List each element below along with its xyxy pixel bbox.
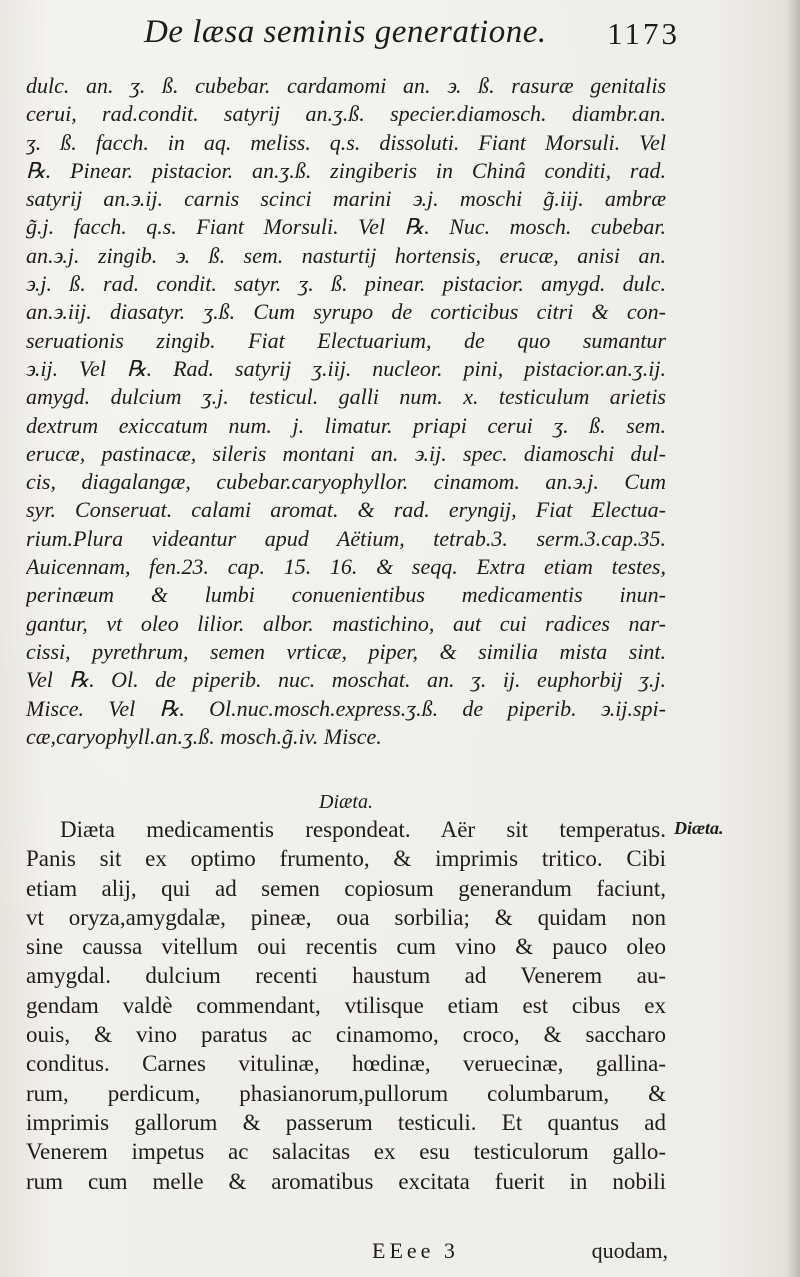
text-line: rum, perdicum, phasianorum,pullorum columbarum, &: [26, 1080, 666, 1106]
text-line: dextrum exiccatum num. j. limatur. priapi cerui ʒ. ß. sem.: [26, 412, 666, 438]
text-line: Diæta medicamentis respondeat. Aër sit temperatus.: [60, 817, 666, 842]
text-line: cæ,caryophyll.an.ʒ.ß. mosch.g̃.iv. Misce.: [26, 723, 382, 749]
body-text: [26, 815, 666, 1196]
text-line: ϶.j. ß. rad. condit. satyr. ʒ. ß. pinear. pistacior. amygd. dulc.: [26, 271, 666, 297]
text-line: syr. Conseruat. calami aromat. & rad. eryngij, Fiat Electua-: [26, 497, 666, 523]
text-line: conditus. Carnes vitulinæ, hœdinæ, veruecinæ, gallina-: [26, 1051, 666, 1077]
text-line: rium.Plura videantur apud Aëtium, tetrab.3. serm.3.cap.35.: [26, 525, 666, 551]
text-line: gantur, vt oleo lilior. albor. mastichino, aut cui radices nar-: [26, 610, 666, 636]
text-line: g̃.j. facch. q.s. Fiant Morsuli. Vel ℞. Nuc. mosch. cubebar.: [26, 214, 666, 240]
text-line: imprimis gallorum & passerum testiculi. Et quantus ad: [26, 1109, 666, 1135]
text-line: vt oryza,amygdalæ, pineæ, oua sorbilia; & quidam non: [26, 904, 666, 930]
page-title: De læsa seminis generatione.: [144, 14, 547, 50]
text-line: ʒ. ß. facch. in aq. meliss. q.s. dissoluti. Fiant Morsuli. Vel: [26, 129, 666, 155]
text-line: erucæ, pastinacæ, sileris montani an. ϶.ij. spec. diamoschi dul-: [26, 440, 666, 466]
text-line: Panis sit ex optimo frumento, & imprimis tritico. Cibi: [26, 846, 666, 872]
text-line: an.϶.iij. diasatyr. ʒ.ß. Cum syrupo de corticibus citri & con-: [26, 299, 666, 325]
text-line: an.϶.j. zingib. ϶. ß. sem. nasturtij hortensis, erucæ, anisi an.: [26, 242, 666, 268]
text-line: amygd. dulcium ʒ.j. testicul. galli num. x. testiculum arietis: [26, 384, 666, 410]
text-line: Auicennam, fen.23. cap. 15. 16. & seqq. Extra etiam testes,: [26, 554, 666, 580]
text-line: rum cum melle & aromatibus excitata fuerit in nobili: [26, 1168, 666, 1194]
text-line: ℞. Pinear. pistacior. an.ʒ.ß. zingiberis in Chinâ conditi, rad.: [26, 157, 666, 183]
text-line: Misce. Vel ℞. Ol.nuc.mosch.express.ʒ.ß. de piperib. ϶.ij.spi-: [26, 695, 666, 721]
recipe-block: [26, 72, 666, 751]
text-line: dulc. an. ʒ. ß. cubebar. cardamomi an. ϶. ß. rasuræ genitalis: [26, 73, 666, 98]
section-heading: Diæta.: [319, 791, 373, 813]
text-line: amygdal. dulcium recenti haustum ad Venerem au-: [26, 963, 666, 989]
text-line: cis, diagalangæ, cubebar.caryophyllor. cinamom. an.϶.j. Cum: [26, 469, 666, 495]
text-line: seruationis zingib. Fiat Electuarium, de quo sumantur: [26, 327, 666, 353]
text-line: satyrij an.϶.ij. carnis scinci marini ϶.j. moschi g̃.iij. ambræ: [26, 186, 666, 212]
text-line: Vel ℞. Ol. de piperib. nuc. moschat. an. ʒ. ij. euphorbij ʒ.j.: [26, 667, 666, 693]
running-head: [140, 14, 680, 58]
text-line: ϶.ij. Vel ℞. Rad. satyrij ʒ.iij. nucleor. pini, pistacior.an.ʒ.ij.: [26, 355, 666, 381]
text-line: cerui, rad.condit. satyrij an.ʒ.ß. specier.diamosch. diambr.an.: [26, 101, 666, 127]
text-line: etiam alij, qui ad semen copiosum generandum faciunt,: [26, 875, 666, 901]
page-edge-shadow: [786, 0, 800, 1277]
signature-mark: EEee 3: [372, 1238, 459, 1263]
catchword: quodam,: [591, 1238, 668, 1263]
page-number: 1173: [607, 16, 680, 51]
margin-note: Diæta.: [674, 818, 724, 838]
text-line: gendam valdè commendant, vtilisque etiam est cibus ex: [26, 992, 666, 1018]
text-line: sine caussa vitellum oui recentis cum vino & pauco oleo: [26, 934, 666, 960]
text-line: Venerem impetus ac salacitas ex esu testiculorum gallo-: [26, 1139, 666, 1165]
text-line: ouis, & vino paratus ac cinamomo, croco, & saccharo: [26, 1022, 666, 1048]
text-line: cissi, pyrethrum, semen vrticæ, piper, & similia mista sint.: [26, 638, 666, 664]
text-line: perinæum & lumbi conuenientibus medicamentis inun-: [26, 582, 666, 608]
